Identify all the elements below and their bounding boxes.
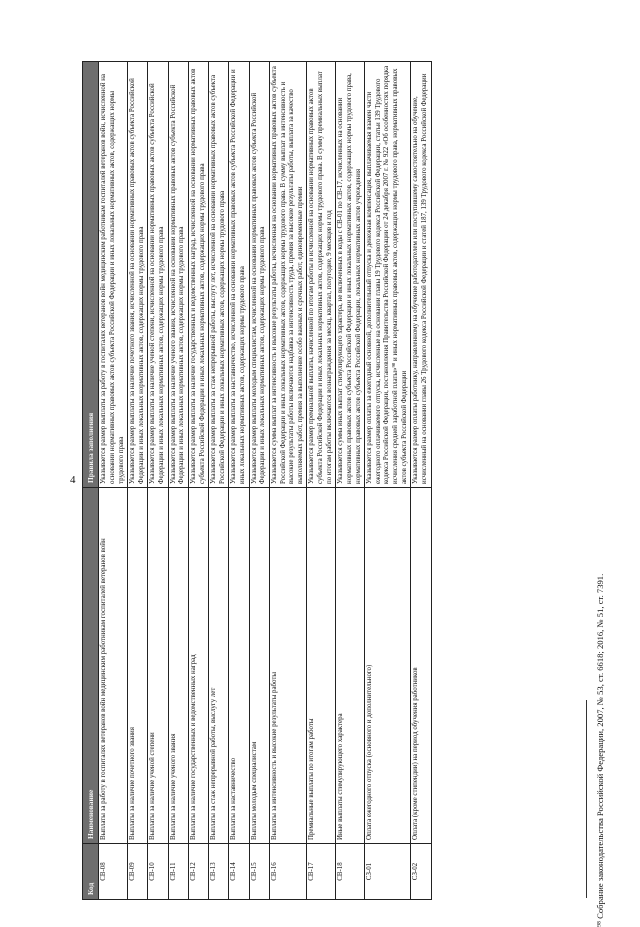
table-row	[307, 62, 336, 900]
row-name: Выплаты молодым специалистам	[249, 488, 269, 844]
payment-codes-table	[82, 61, 432, 900]
table-header-row	[83, 62, 99, 900]
table-row	[209, 62, 229, 900]
row-rules: Указывается сумма иных выплат стимулирующего характера, не включенных в коды с СВ-01 по СВ-17, исчисленных на основании нормативных правовых актов субъекта Российской Федерации и иных локальных нормативных актов, содержащих нормы трудового права, нормативных правовых актов субъекта Российской Федерации, локальных нормативных актов учреждения	[336, 62, 365, 488]
row-code: СВ-11	[168, 844, 188, 900]
table-row	[336, 62, 365, 900]
row-code: СВ-08	[99, 844, 128, 900]
row-name: Иные выплаты стимулирующего характера	[336, 488, 365, 844]
row-name: Выплаты за наличие ученого звания	[168, 488, 188, 844]
footnote: ⁹⁸ Собрание законодательства Российской Федерации, 2007, № 53, ст. 6618; 2016, № 51, ст. 7391.	[595, 573, 605, 927]
header-rules: Правила заполнения	[83, 62, 99, 488]
row-name: Выплаты за интенсивность и высокие результаты работы	[269, 488, 307, 844]
table-row	[168, 62, 188, 900]
row-rules: Указывается размер выплаты за стаж непрерывной работы, выслугу лет, исчисленной на основании нормативных правовых актов субъекта Российской Федерации и иных локальных нормативных актов, содержащих нормы трудового права	[209, 62, 229, 488]
row-name: Выплаты за наличие государственных и ведомственных наград	[188, 488, 208, 844]
header-code: Код	[83, 844, 99, 900]
rotated-table-container	[82, 62, 573, 900]
row-name: Оплата ежегодного отпуска (основного и дополнительного)	[365, 488, 411, 844]
row-name: Выплаты за наличие почетного звания	[128, 488, 148, 844]
row-code: СВ-17	[307, 844, 336, 900]
row-code: СЗ-02	[411, 844, 431, 900]
row-rules: Указывается размер премиальной выплаты, начисленной по итогам работы и исчисленной на основании нормативных правовых актов субъекта Российской Федерации и иных локальных нормативных актов, содержащих нормы трудового права. В сумму премиальных выплат по итогам работы включаются вознаграждения за месяц, квартал, полугодие, 9 месяцев и год	[307, 62, 336, 488]
table-row	[188, 62, 208, 900]
row-code: СВ-14	[229, 844, 249, 900]
header-name: Наименование	[83, 488, 99, 844]
table-row	[411, 62, 431, 900]
row-name: Выплаты за работу в госпиталях ветеранов войн медицинским работникам госпиталей ветеранов войн	[99, 488, 128, 844]
row-name: Премиальные выплаты по итогам работы	[307, 488, 336, 844]
table-row	[365, 62, 411, 900]
row-rules: Указывается размер выплаты молодым специалистам, исчисленной на основании нормативных правовых актов субъекта Российской Федерации и иных локальных нормативных актов, содержащих нормы трудового права	[249, 62, 269, 488]
row-rules: Указывается размер выплаты за наличие государственных и ведомственных наград, исчисленной на основании нормативных правовых актов субъекта Российской Федерации и иных локальных нормативных актов, содержащих нормы трудового права	[188, 62, 208, 488]
table-row	[249, 62, 269, 900]
row-rules: Указывается размер выплаты за наличие ученого звания, исчисленной на основании нормативных правовых актов субъекта Российской Федерации и иных локальных нормативных актов, содержащих нормы трудового права	[168, 62, 188, 488]
footnote-divider	[586, 700, 587, 898]
table-row	[99, 62, 128, 900]
row-code: СВ-13	[209, 844, 229, 900]
row-code: СВ-16	[269, 844, 307, 900]
table-row	[128, 62, 148, 900]
row-rules: Указывается размер оплаты работнику, направленному на обучение работодателем или поступившему самостоятельно на обучение, исчисленный на основании главы 26 Трудового кодекса Российской Федерации и статей 187, 139 Трудового кодекса Российской Федерации	[411, 62, 431, 488]
row-rules: Указывается размер выплаты за наставничество, исчисленной на основании нормативных правовых актов субъекта Российской Федерации и иных локальных нормативных актов, содержащих нормы трудового права	[229, 62, 249, 488]
row-code: СВ-09	[128, 844, 148, 900]
row-rules: Указывается размер выплаты за наличие почетного звания, исчисленной на основании нормативных правовых актов субъекта Российской Федерации и иных локальных нормативных актов, содержащих нормы трудового права	[128, 62, 148, 488]
table-row	[269, 62, 307, 900]
row-name: Выплаты за наличие ученой степени	[148, 488, 168, 844]
table-row	[148, 62, 168, 900]
row-code: СВ-12	[188, 844, 208, 900]
row-rules: Указывается размер оплаты за ежегодный основной, дополнительный отпуска и денежная компенсация, выплачиваемая взамен части ежегодного оплачиваемого отпуска, исчисленные на основании главы 19 Трудового кодекса Российской Федерации, статьи 139 Трудового кодекса Российской Федерации, постановления Правительства Российской Федерации от 24 декабря 2007 г. № 922 «Об особенностях порядка исчисления средней заработной платы»⁹⁸ и иных нормативных правовых актов, содержащих нормы трудового права, нормативных правовых актов субъекта Российской Федерации	[365, 62, 411, 488]
page-number: 4	[70, 474, 76, 486]
row-name: Выплаты за стаж непрерывной работы, выслугу лет	[209, 488, 229, 844]
table-row	[229, 62, 249, 900]
row-code: СВ-15	[249, 844, 269, 900]
row-code: СЗ-01	[365, 844, 411, 900]
row-rules: Указывается размер выплаты за работу в госпиталях ветеранов войн медицинским работникам госпиталей ветеранов войн, исчисленной на основании нормативных правовых актов субъекта Российской Федерации и иных локальных нормативных актов, содержащих нормы трудового права	[99, 62, 128, 488]
row-code: СВ-18	[336, 844, 365, 900]
row-code: СВ-10	[148, 844, 168, 900]
row-rules: Указывается сумма выплат за интенсивность и высокие результаты работы, исчисленная на основании нормативных правовых актов субъекта Российской Федерации и иных локальных нормативных актов, содержащих нормы трудового права. В сумму выплат за интенсивность и высокие результаты работы включаются надбавка за интенсивность труда, премия за высокие результаты работы, выплата за качество выполняемых работ, премия за выполнение особо важных и срочных работ, единовременные премии	[269, 62, 307, 488]
row-name: Оплата (кроме стипендии) на период обучения работников	[411, 488, 431, 844]
row-name: Выплаты за наставничество	[229, 488, 249, 844]
row-rules: Указывается размер выплаты за наличие ученой степени, исчисленной на основании нормативных правовых актов субъекта Российской Федерации и иных локальных нормативных актов, содержащих нормы трудового права	[148, 62, 168, 488]
